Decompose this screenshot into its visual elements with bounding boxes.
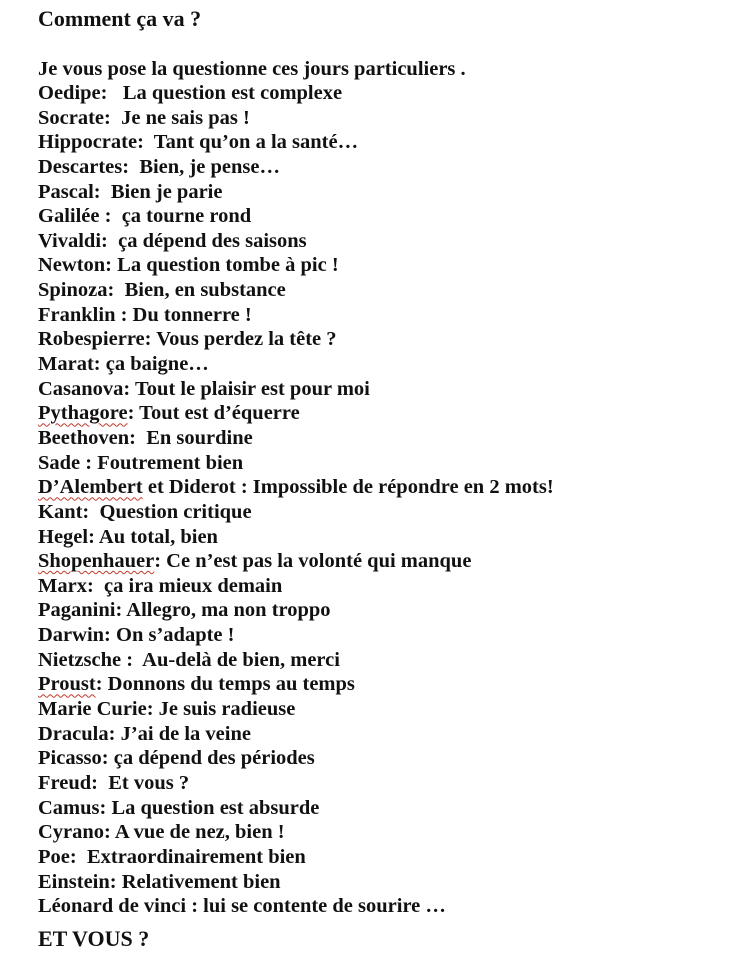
answer-text: Extraordinairement bien [76,845,306,868]
answer-text: Relativement bien [116,870,281,893]
answer-line [38,672,554,697]
answer-text: Au-delà de bien, merci [133,648,340,671]
answer-text: : Donnons du temps au temps [95,673,355,696]
answer-text: ça dépend des périodes [108,747,315,770]
answer-text: Allegro, ma non troppo [122,599,331,622]
person-name: Picasso: [38,747,109,770]
answer-text: Question critique [89,500,252,523]
answer-text: Du tonnerre ! [127,303,252,326]
person-name: Pythagore [38,402,128,425]
answer-line [38,377,554,402]
answer-text: ça dépend des saisons [107,229,307,252]
person-name: Sade : [38,451,93,474]
answer-text: La question est absurde [106,796,320,819]
answer-text: Et vous ? [97,771,190,794]
answer-text: Au total, bien [94,525,218,548]
answers-list [38,81,554,919]
answer-line [38,574,554,599]
answer-line [38,500,554,525]
answer-text: : Tout est d’équerre [127,402,300,425]
answer-text: La question tombe à pic ! [112,254,339,277]
answer-text: ça baigne… [100,353,209,376]
person-name: Spinoza: [38,279,115,302]
person-name: Franklin : [38,303,128,326]
person-name: Hippocrate: [38,131,144,154]
closing-line: ET VOUS ? [38,926,150,951]
person-name: Freud: [38,771,98,794]
document-title: Comment ça va ? [38,6,202,31]
answer-line [38,475,554,500]
person-name: Einstein: [38,870,117,893]
answer-line [38,598,554,623]
document [38,0,728,960]
answer-text: ça tourne rond [111,205,252,228]
person-name: Descartes: [38,155,130,178]
answer-line [38,845,554,870]
answer-line [38,623,554,648]
answer-line [38,894,554,919]
answer-text: J’ai de la veine [115,722,251,745]
person-name: Hegel: [38,525,95,548]
person-name: Paganini: [38,599,123,622]
person-name: Léonard de vinci : [38,895,199,918]
answer-text: : Ce n’est pas la volonté qui manque [154,550,472,573]
answer-text: La question est complexe [107,82,343,104]
person-name: Camus: [38,796,107,819]
answer-line [38,81,554,106]
person-name: Newton: [38,254,113,277]
answer-line [38,796,554,821]
person-name: Robespierre: [38,328,152,351]
answer-line [38,697,554,722]
person-name: Proust [38,673,96,696]
answer-text: lui se contente de sourire … [198,895,446,918]
answer-text: Foutrement bien [92,451,244,474]
person-name: Dracula: [38,722,116,745]
answer-line [38,253,554,278]
answer-text: On s’adapte ! [110,624,235,647]
person-name: Galilée : [38,205,112,228]
person-name: Cyrano: [38,821,111,844]
person-name: Socrate: [38,106,111,129]
person-name: D’Alembert [38,476,143,499]
answer-line [38,549,554,574]
answer-line [38,722,554,747]
answer-line [38,451,554,476]
answer-line [38,106,554,131]
answer-text: En sourdine [135,426,253,449]
answer-line [38,303,554,328]
answer-text: et Diderot : Impossible de répondre en 2 mots! [142,476,554,499]
person-name: Casanova: [38,377,131,400]
answer-line [38,155,554,180]
person-name: Oedipe: [38,82,108,104]
answer-text: Je ne sais pas ! [110,106,250,129]
person-name: Marx: [38,574,94,597]
answer-text: Bien je parie [100,180,223,203]
answer-text: Tout le plaisir est pour moi [130,377,370,400]
answer-line [38,204,554,229]
answer-line [38,820,554,845]
person-name: Vivaldi: [38,229,108,252]
answer-line [38,648,554,673]
person-name: Marie Curie: [38,698,154,721]
answer-line [38,327,554,352]
person-name: Beethoven: [38,426,136,449]
answer-line [38,130,554,155]
answer-text: Bien, je pense… [129,155,280,178]
person-name: Marat: [38,353,101,376]
answer-line [38,180,554,205]
answer-line [38,870,554,895]
person-name: Shopenhauer [38,550,155,573]
answer-text: ça ira mieux demain [93,574,283,597]
answer-line [38,352,554,377]
person-name: Kant: [38,500,90,523]
intro-line: Je vous pose la questionne ces jours particuliers . [38,58,466,80]
person-name: Darwin: [38,624,111,647]
answer-line [38,771,554,796]
person-name: Poe: [38,845,77,868]
answer-text: A vue de nez, bien ! [110,821,285,844]
answer-text: Vous perdez la tête ? [151,328,337,351]
person-name: Pascal: [38,180,101,203]
answer-line [38,746,554,771]
person-name: Nietzsche : [38,648,134,671]
answer-line [38,426,554,451]
answer-line [38,401,554,426]
answer-text: Je suis radieuse [153,698,296,721]
answer-text: Bien, en substance [114,279,286,302]
answer-line [38,229,554,254]
answer-line [38,278,554,303]
answer-text: Tant qu’on a la santé… [143,131,359,154]
answer-line [38,525,554,550]
